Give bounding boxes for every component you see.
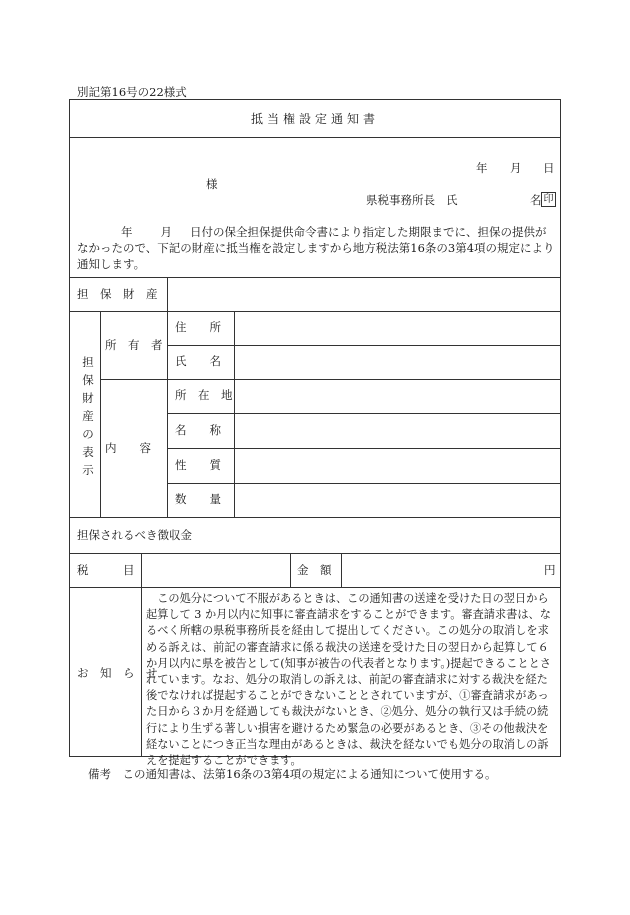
rule-location [167, 413, 561, 414]
intro-text: 日付の保全担保提供命令書により指定した期限までに、担保の提供がなかったので、下記の財産に抵当権を設定しますから地方税法第16条の3第4項の規定により通知します。 [77, 225, 555, 271]
rule-address [167, 345, 561, 346]
rule-property [69, 311, 561, 312]
vrule-property [167, 277, 168, 311]
label-tax-item: 税 目 [77, 563, 135, 577]
rule-nature [167, 483, 561, 484]
sender-name-label: 氏 [446, 193, 458, 207]
label-item-name: 名 称 [175, 423, 221, 437]
rule-header [69, 277, 561, 278]
label-nature: 性 質 [175, 458, 221, 472]
label-yen: 円 [544, 563, 556, 577]
vrule-category [167, 311, 168, 517]
label-amount: 金 額 [297, 563, 332, 577]
label-quantity: 数 量 [175, 492, 221, 506]
label-address: 住 所 [175, 320, 221, 334]
intro-month: 月 [160, 225, 172, 239]
intro-year: 年 [121, 225, 133, 239]
intro-paragraph [77, 224, 555, 272]
label-collateral-property: 担 保 財 産 [77, 287, 158, 301]
date-month: 月 [510, 161, 522, 175]
vrule-tax-2 [290, 553, 291, 587]
sender-name-label-2: 名 [530, 193, 542, 207]
rule-display-end [69, 517, 561, 518]
rule-tax [69, 587, 561, 588]
label-secured-tax: 担保されるべき徴収金 [77, 528, 192, 542]
seal-stamp: 印 [541, 192, 556, 207]
recipient-suffix: 様 [206, 177, 218, 191]
sender-office: 県税事務所長 [366, 193, 435, 207]
rule-title [69, 137, 561, 138]
rule-secured [69, 553, 561, 554]
label-owner: 所 有 者 [105, 338, 163, 352]
vrule-tax-1 [141, 553, 142, 587]
date-year: 年 [476, 161, 488, 175]
date-day: 日 [543, 161, 555, 175]
vrule-tax-3 [341, 553, 342, 587]
form-title: 抵当権設定通知書 [250, 112, 379, 126]
label-display-of-collateral: 担保財産の表示 [82, 355, 94, 477]
rule-item-name [167, 448, 561, 449]
notice-text: この処分について不服があるときは、この通知書の送達を受けた日の翌日から起算して 3 か月以内に知事に審査請求をすることができます。審査請求書は、なるべく所轄の県税事務所長を経由して提出してください。この処分の取消しを求める訴えは、前記の審査請求に係る裁決の送達を受けた日の翌日から起算して６か月以内に県を被告として(知事が被告の代表者となります。)提起できることとされています。なお、処分の取消しの訴えは、前記の審査請求に対する裁決を経た後でなければ提起することができないこととされていますが、①審査請求があった日から３か月を経過しても裁決がないとき、②処分、処分の執行又は手続の続行により生ずる著しい損害を避けるため緊急の必要があるとき、③その他裁決を経ないことにつき正当な理由があるときは、裁決を経ないでも処分の取消しの訴えを提起することができます。 [146, 592, 551, 768]
form-number: 別記第16号の22様式 [77, 85, 187, 99]
vrule-display [100, 311, 101, 517]
rule-owner [100, 379, 561, 380]
vrule-field [234, 311, 235, 517]
label-name: 氏 名 [175, 354, 221, 368]
label-contents: 内 容 [105, 441, 151, 455]
remarks: 備考 この通知書は、法第16条の3第4項の規定による通知について使用する。 [88, 767, 497, 781]
label-notice: お 知 ら せ [77, 666, 158, 680]
label-location: 所 在 地 [175, 388, 233, 402]
